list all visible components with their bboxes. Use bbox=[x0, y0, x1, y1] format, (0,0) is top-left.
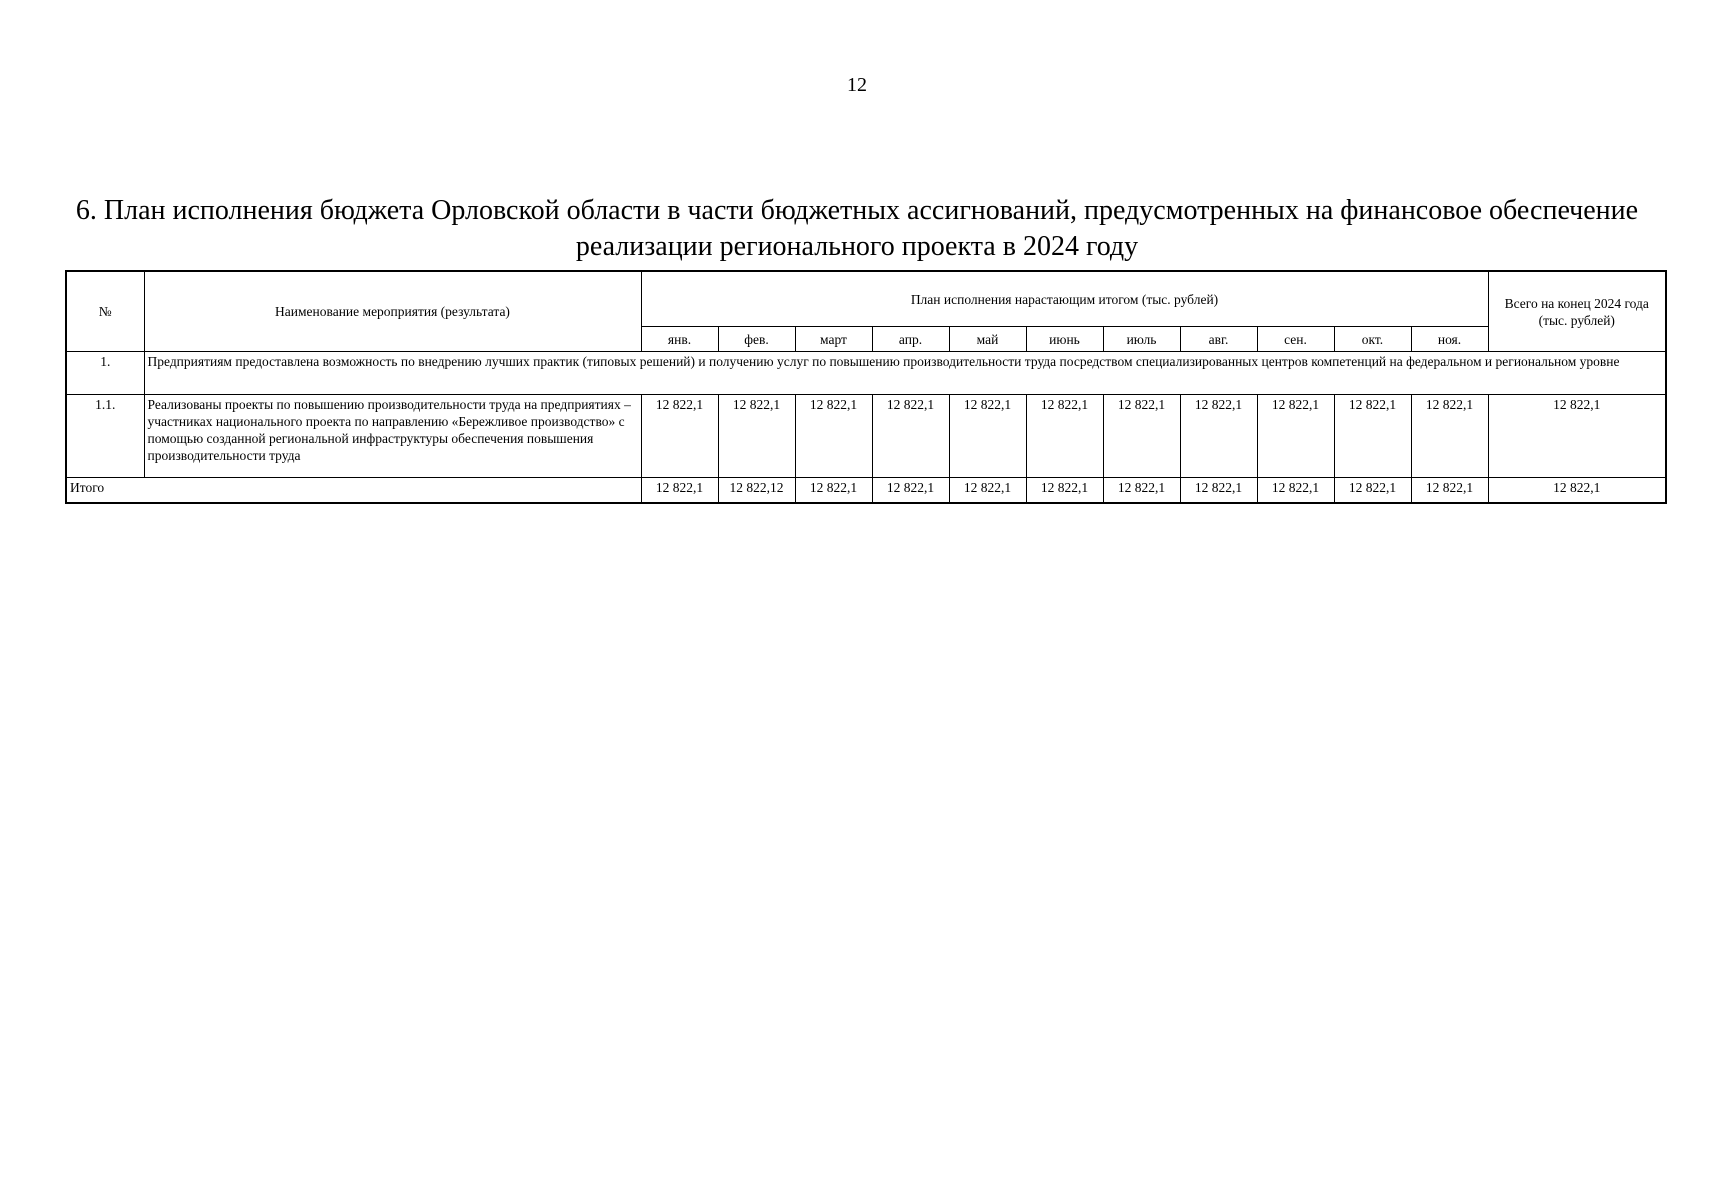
section-row bbox=[66, 352, 1666, 395]
month-header: авг. bbox=[1180, 327, 1257, 352]
month-header: ноя. bbox=[1411, 327, 1488, 352]
item-row bbox=[66, 395, 1666, 478]
totals-value: 12 822,1 bbox=[1411, 478, 1488, 504]
page-number: 12 bbox=[847, 74, 867, 96]
item-value: 12 822,1 bbox=[718, 395, 795, 478]
totals-value: 12 822,1 bbox=[1103, 478, 1180, 504]
section-number: 1. bbox=[66, 352, 144, 395]
item-value: 12 822,1 bbox=[1411, 395, 1488, 478]
month-header: апр. bbox=[872, 327, 949, 352]
totals-value: 12 822,1 bbox=[1334, 478, 1411, 504]
month-header: сен. bbox=[1257, 327, 1334, 352]
section-text: Предприятиям предоставлена возможность по внедрению лучших практик (типовых решений) и получению услуг по повышению производительности труда посредством специализированных центров компетенций на федеральном и региональном уровне bbox=[144, 352, 1666, 395]
item-value: 12 822,1 bbox=[1257, 395, 1334, 478]
totals-value: 12 822,1 bbox=[949, 478, 1026, 504]
item-value: 12 822,1 bbox=[1103, 395, 1180, 478]
totals-row bbox=[66, 478, 1666, 504]
month-header: май bbox=[949, 327, 1026, 352]
item-total: 12 822,1 bbox=[1488, 395, 1666, 478]
totals-label: Итого bbox=[66, 478, 641, 504]
totals-value: 12 822,1 bbox=[641, 478, 718, 504]
month-header: март bbox=[795, 327, 872, 352]
header-plan: План исполнения нарастающим итогом (тыс. рублей) bbox=[641, 271, 1488, 327]
item-name: Реализованы проекты по повышению производительности труда на предприятиях – участниках национального проекта по направлению «Бережливое производство» с помощью созданной региональной инфраструктуры обеспечения повышения производительности труда bbox=[144, 395, 641, 478]
item-value: 12 822,1 bbox=[1180, 395, 1257, 478]
month-header: янв. bbox=[641, 327, 718, 352]
budget-plan-table bbox=[65, 270, 1667, 504]
title-line-2: реализации регионального проекта в 2024 году bbox=[575, 230, 1139, 262]
item-value: 12 822,1 bbox=[949, 395, 1026, 478]
header-number: № bbox=[66, 271, 144, 352]
title-line-1: 6. План исполнения бюджета Орловской области в части бюджетных ассигнований, предусмотренных на финансовое обеспечение bbox=[75, 194, 1639, 226]
item-value: 12 822,1 bbox=[641, 395, 718, 478]
month-header: окт. bbox=[1334, 327, 1411, 352]
item-value: 12 822,1 bbox=[795, 395, 872, 478]
totals-value: 12 822,1 bbox=[872, 478, 949, 504]
totals-grand-total: 12 822,1 bbox=[1488, 478, 1666, 504]
header-name: Наименование мероприятия (результата) bbox=[144, 271, 641, 352]
totals-value: 12 822,1 bbox=[1026, 478, 1103, 504]
item-value: 12 822,1 bbox=[872, 395, 949, 478]
item-value: 12 822,1 bbox=[1334, 395, 1411, 478]
month-header: фев. bbox=[718, 327, 795, 352]
totals-value: 12 822,1 bbox=[1180, 478, 1257, 504]
item-number: 1.1. bbox=[66, 395, 144, 478]
totals-value: 12 822,1 bbox=[795, 478, 872, 504]
month-header: июль bbox=[1103, 327, 1180, 352]
totals-value: 12 822,12 bbox=[718, 478, 795, 504]
item-value: 12 822,1 bbox=[1026, 395, 1103, 478]
document-title bbox=[50, 193, 1664, 265]
header-total: Всего на конец 2024 года (тыс. рублей) bbox=[1488, 271, 1666, 352]
header-row bbox=[66, 271, 1666, 327]
month-header: июнь bbox=[1026, 327, 1103, 352]
totals-value: 12 822,1 bbox=[1257, 478, 1334, 504]
